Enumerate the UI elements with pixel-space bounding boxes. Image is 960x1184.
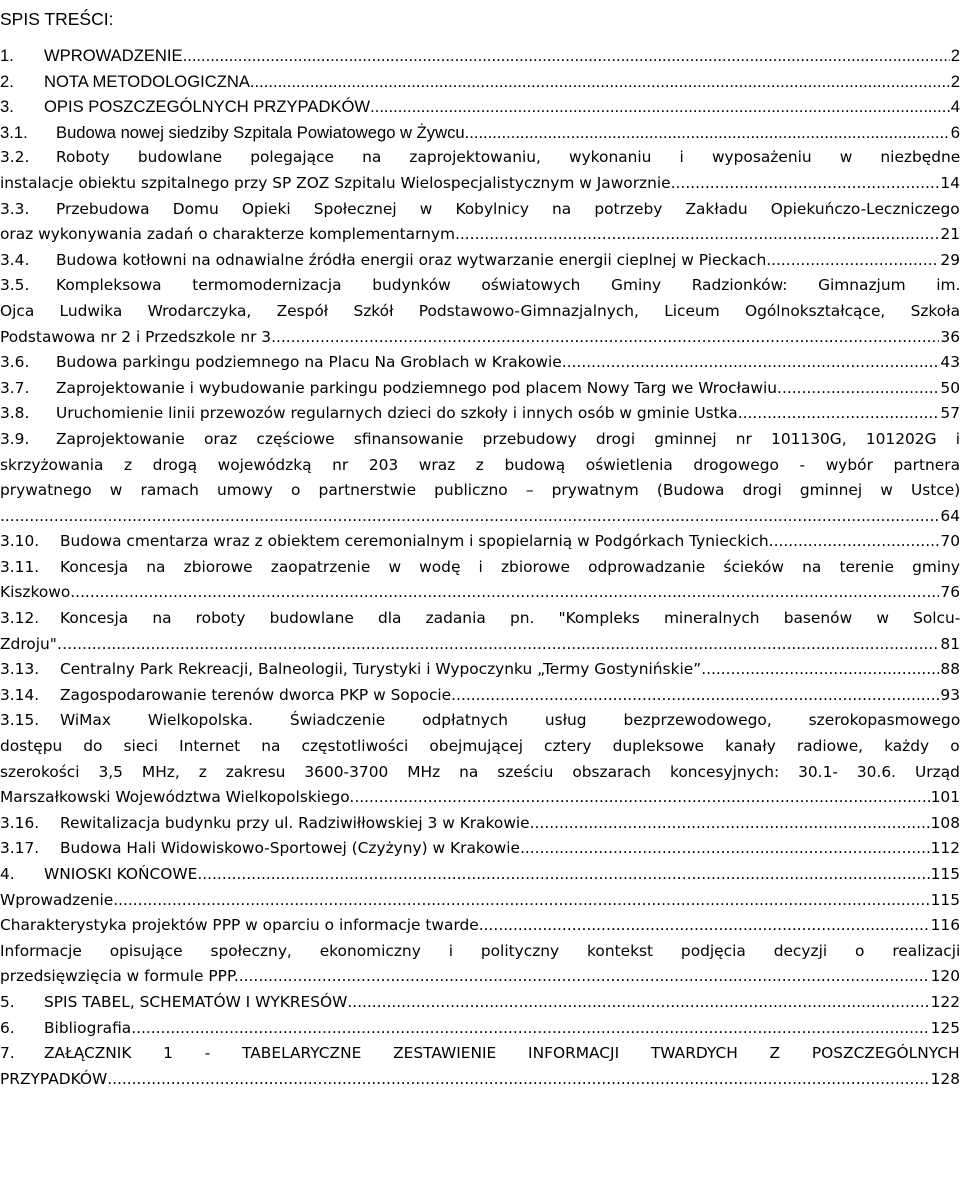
toc-entry-text: Zaprojektowanie oraz częściowe sfinansowanie przebudowy drogi gminnej nr 101130G, 101202G i [56,429,960,448]
dot-leader [562,350,940,376]
toc-page-number: 14 [940,173,960,192]
toc-entry-text: Koncesja na roboty budowlane dla zadania pn. "Kompleks mineralnych basenów w Solcu- [60,609,960,628]
toc-page-number: 120 [930,967,960,986]
toc-entry-number: 3.17. [0,839,40,858]
toc-entry-text: Marszałkowski Województwa Wielkopolskiego. [0,788,355,807]
dot-leader [769,529,940,555]
toc-entry-number: 3.4. [0,250,30,269]
dot-leader [107,1067,929,1093]
toc-page-number: 116 [930,916,960,935]
toc-page-number: 101 [930,788,960,807]
toc-entry-text: Bibliografia [44,1018,132,1037]
toc-page-number: 4 [950,97,960,117]
toc-page-number: 2 [950,71,960,91]
toc-entry-text: Roboty budowlane polegające na zaprojektowaniu, wykonaniu i wyposażeniu w niezbędne [56,148,960,167]
toc-entry[interactable] [0,69,960,95]
toc-page-number: 112 [930,839,960,858]
toc-entry-number: 3.10. [0,532,40,551]
toc-entry-text: Przebudowa Domu Opieki Społecznej w Kobylnicy na potrzeby Zakładu Opiekuńczo-Leczniczego [56,199,960,218]
dot-leader [347,990,929,1016]
toc-entry-number: 5. [0,992,15,1011]
toc-entry-text: Podstawowa nr 2 i Przedszkole nr 3 [0,327,272,346]
toc-entry-text: Kompleksowa termomodernizacja budynków oświatowych Gminy Radzionków: Gimnazjum im. [56,276,960,295]
toc-entry-text: Budowa cmentarza wraz z obiektem ceremonialnym i spopielarnią w Podgórkach Tynieckich [60,532,769,551]
dot-leader [271,325,939,351]
toc-page-number: 70 [940,532,960,551]
toc-page-number: 88 [940,660,960,679]
toc-entry[interactable] [0,888,960,914]
toc-entry-text: WiMax Wielkopolska. Świadczenie odpłatnych usług bezprzewodowego, szerokopasmowego [60,711,960,730]
toc-entry[interactable] [0,657,960,683]
toc-page-number: 108 [930,813,960,832]
toc-entry[interactable] [0,606,960,657]
toc-entry[interactable] [0,376,960,402]
toc-entry[interactable] [0,120,960,146]
toc-entry-text: Kiszkowo [0,583,71,602]
dot-leader [113,888,929,914]
dot-leader [777,376,939,402]
toc-entry[interactable] [0,529,960,555]
dot-leader [197,862,929,888]
toc-entry[interactable] [0,939,960,990]
toc-entry-text: Ojca Ludwika Wrodarczyka, Zespół Szkół Podstawowo-Gimnazjalnych, Liceum Ogólnokształcące, Szkoła [0,301,960,320]
toc-entry-text: Budowa nowej siedziby Szpitala Powiatowego w Żywcu [56,122,465,142]
toc-entry-text: Wprowadzenie [0,890,114,909]
toc-entry-number: 1. [0,46,14,65]
toc-entry-number: 3.9. [0,429,30,448]
dot-leader [250,69,950,95]
toc-page-number: 81 [940,634,960,653]
toc-page-number: 122 [930,992,960,1011]
toc-page-number: 6 [950,122,960,142]
toc-entry-text: dostępu do sieci Internet na częstotliwości obejmującej cztery dupleksowe kanały radiowe, każdy o [0,737,960,756]
toc-entry[interactable] [0,145,960,196]
toc-entry-text: Zdroju"… [0,634,73,653]
dot-leader [766,248,939,274]
dot-leader [465,120,950,146]
toc-entry[interactable] [0,836,960,862]
toc-entry-number: 3.16. [0,813,40,832]
toc-page-number: 29 [940,250,960,269]
dot-leader [479,913,930,939]
toc-entry-number: 3.14. [0,685,40,704]
dot-leader [370,94,950,120]
toc-page-number: 76 [940,583,960,602]
toc-entry-number: 4. [0,865,15,883]
toc-entry-text: skrzyżowania z drogą wojewódzką nr 203 wraz z budową oświetlenia drogowego - wybór partnera [0,455,960,474]
dot-leader [183,43,950,69]
dot-leader [671,171,940,197]
toc-entry-number: 3.1. [0,122,28,142]
toc-page-number: 125 [930,1018,960,1037]
toc-entry-text: WPROWADZENIE [44,46,183,65]
toc-entry[interactable] [0,273,960,350]
toc-page-number: 21 [940,225,960,244]
toc-entry-number: 3.6. [0,353,30,372]
toc-entry-text: Zagospodarowanie terenów dworca PKP w Sopocie [60,685,452,704]
toc-entry[interactable] [0,427,960,529]
toc-entry[interactable] [0,248,960,274]
toc-entry-text: Charakterystyka projektów PPP w oparciu o informacje twarde [0,916,479,935]
toc-entry-text: instalacje obiektu szpitalnego przy SP ZOZ Szpitalu Wielospecjalistycznym w Jaworznie [0,173,671,192]
toc-heading: SPIS TREŚCI: [0,9,114,29]
dot-leader [72,632,939,658]
toc-entry[interactable] [0,197,960,248]
dot-leader [70,580,939,606]
toc-page-number: 36 [940,327,960,346]
toc-entry-number: 3.12. [0,609,40,628]
toc-entry-number: 6. [0,1018,15,1037]
toc-entry[interactable] [0,811,960,837]
toc-entry-text: Budowa parkingu podziemnego na Placu Na Groblach w Krakowie [56,353,562,372]
toc-page-number: 2 [950,46,960,65]
toc-entry-text: oraz wykonywania zadań o charakterze komplementarnym [0,225,455,244]
toc-entry-text: Informacje opisujące społeczny, ekonomiczny i polityczny kontekst podjęcia decyzji o realizacji [0,941,960,960]
toc-page-number: 128 [930,1069,960,1088]
toc-entry-text: przedsięwzięcia w formule PPP. [0,967,239,986]
toc-entry[interactable] [0,990,960,1016]
toc-entry-number: 3.11. [0,557,40,576]
toc-entry-text: SPIS TABEL, SCHEMATÓW I WYKRESÓW [44,992,348,1011]
toc-entry-text: Zaprojektowanie i wybudowanie parkingu podziemnego pod placem Nowy Targ we Wrocławiu [56,378,778,397]
toc-entry-text: WNIOSKI KOŃCOWE [44,865,198,883]
dot-leader [520,836,930,862]
toc-entry[interactable] [0,43,960,69]
toc-entry[interactable] [0,913,960,939]
toc-entry-text: Koncesja na zbiorowe zaopatrzenie w wodę i zbiorowe odprowadzanie ścieków na terenie gminy [60,557,960,576]
toc-page-number: 115 [930,890,960,909]
dot-leader [239,964,930,990]
toc-entry-number: 7. [0,1044,15,1063]
toc-entry[interactable] [0,350,960,376]
toc-entry-number: 3.7. [0,378,30,397]
toc-entry-text: OPIS POSZCZEGÓLNYCH PRZYPADKÓW [44,97,371,117]
toc-entry-number: 2. [0,71,14,91]
toc-entry-text: Budowa kotłowni na odnawialne źródła energii oraz wytwarzanie energii cieplnej w Pieckach [56,250,767,269]
toc-entry-number: 3.15. [0,711,40,730]
toc-page-number: 93 [940,685,960,704]
toc-entry-number: 3.8. [0,404,30,423]
toc-page-number: 115 [930,865,960,883]
toc-entry[interactable] [0,683,960,709]
dot-leader [451,683,939,709]
toc-entry-text: Centralny Park Rekreacji, Balneologii, Turystyki i Wypoczynku „Termy Gostynińskie” [60,660,702,679]
toc-entry-text: Rewitalizacja budynku przy ul. Radziwiłłowskiej 3 w Krakowie [60,813,530,832]
toc-page-number: 50 [940,378,960,397]
dot-leader [131,1016,929,1042]
dot-leader [354,785,929,811]
dot-leader [738,401,940,427]
toc-page-number: 43 [940,353,960,372]
toc-entry[interactable] [0,1016,960,1042]
toc-entry-number: 3.2. [0,148,30,167]
dot-leader [455,222,939,248]
dot-leader [0,504,939,530]
toc-entry[interactable] [0,401,960,427]
toc-entry-number: 3.5. [0,276,30,295]
toc-entry[interactable] [0,708,960,810]
dot-leader [701,657,939,683]
toc-entry-text: Uruchomienie linii przewozów regularnych dzieci do szkoły i innych osób w gminie Ustka [56,404,738,423]
toc-entry[interactable] [0,94,960,120]
toc-entry[interactable] [0,555,960,606]
toc-entry-text: Budowa Hali Widowiskowo-Sportowej (Czyżyny) w Krakowie [60,839,520,858]
toc-entry-number: 3.3. [0,199,30,218]
toc-page-number: 57 [940,404,960,423]
toc-entry[interactable] [0,1041,960,1092]
toc-entry-text: szerokości 3,5 MHz, z zakresu 3600-3700 MHz na sześciu obszarach koncesyjnych: 30.1- 30.6. Urząd [0,762,960,781]
toc-list [0,43,960,1092]
toc-page-number: 64 [940,506,960,525]
toc-entry-text: prywatnego w ramach umowy o partnerstwie publiczno – prywatnym (Budowa drogi gminnej w Ustce) [0,481,960,500]
dot-leader [530,811,930,837]
toc-entry-text: ZAŁĄCZNIK 1 - TABELARYCZNE ZESTAWIENIE INFORMACJI TWARDYCH Z POSZCZEGÓLNYCH [44,1044,960,1063]
toc-entry-number: 3.13. [0,660,40,679]
toc-entry-number: 3. [0,97,14,117]
toc-entry[interactable] [0,862,960,888]
toc-entry-text: PRZYPADKÓW [0,1069,108,1088]
toc-entry-text: NOTA METODOLOGICZNA [44,71,250,91]
